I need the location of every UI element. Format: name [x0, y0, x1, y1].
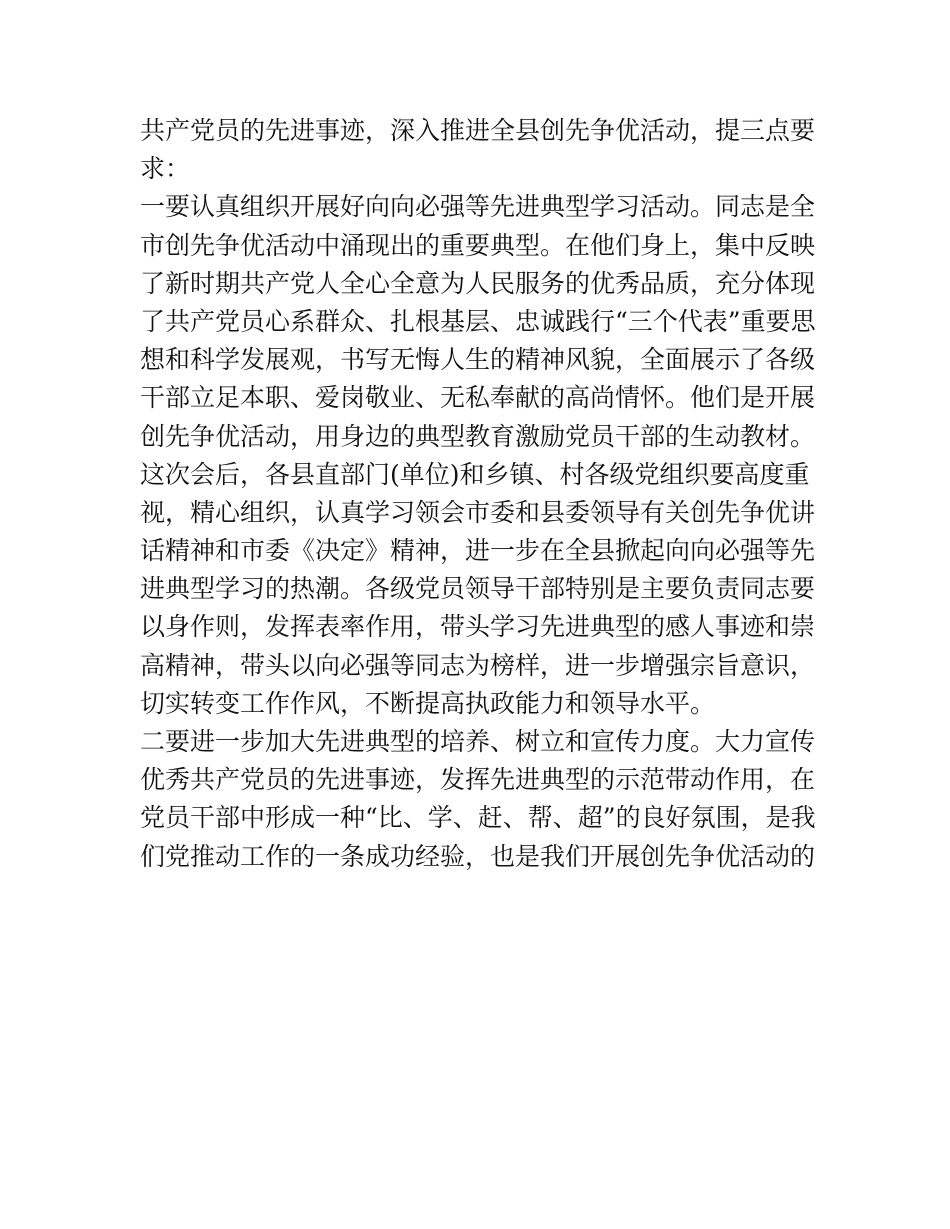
text-line: 市创先争优活动中涌现出的重要典型。在他们身上，集中反映 [140, 230, 816, 260]
text-line: 想和科学发展观，书写无悔人生的精神风貌，全面展示了各级 [140, 345, 816, 375]
text-line: 以身作则，发挥表率作用，带头学习先进典型的感人事迹和崇 [140, 612, 816, 642]
text-line: 创先争优活动，用身边的典型教育激励党员干部的生动教材。 [140, 421, 816, 451]
text-line: 求： [140, 154, 191, 184]
text-line: 进典型学习的热潮。各级党员领导干部特别是主要负责同志要 [140, 574, 816, 604]
text-line: 共产党员的先进事迹，深入推进全县创先争优活动，提三点要 [140, 116, 816, 145]
text-line: 高精神，带头以向必强等同志为榜样，进一步增强宗旨意识， [140, 650, 816, 680]
text-line: 视，精心组织，认真学习领会市委和县委领导有关创先争优讲 [140, 497, 816, 527]
text-line: 话精神和市委《决定》精神，进一步在全县掀起向向必强等先 [140, 536, 816, 566]
text-line: 们党推动工作的一条成功经验，也是我们开展创先争优活动的 [140, 841, 816, 871]
text-line: 干部立足本职、爱岗敬业、无私奉献的高尚情怀。他们是开展 [140, 383, 816, 413]
text-line: 党员干部中形成一种“比、学、赶、帮、超”的良好氛围，是我 [140, 803, 816, 833]
text-line: 一要认真组织开展好向向必强等先进典型学习活动。同志是全 [140, 192, 816, 222]
document-body [140, 112, 820, 876]
text-line: 切实转变工作作风，不断提高执政能力和领导水平。 [140, 688, 716, 718]
text-line: 二要进一步加大先进典型的培养、树立和宣传力度。大力宣传 [140, 727, 816, 756]
text-line: 这次会后，各县直部门(单位)和乡镇、村各级党组织要高度重 [140, 459, 810, 489]
text-line: 了共产党员心系群众、扎根基层、忠诚践行“三个代表”重要思 [140, 306, 816, 336]
text-line: 优秀共产党员的先进事迹，发挥先进典型的示范带动作用，在 [140, 765, 816, 795]
text-line: 了新时期共产党人全心全意为人民服务的优秀品质，充分体现 [140, 268, 816, 298]
